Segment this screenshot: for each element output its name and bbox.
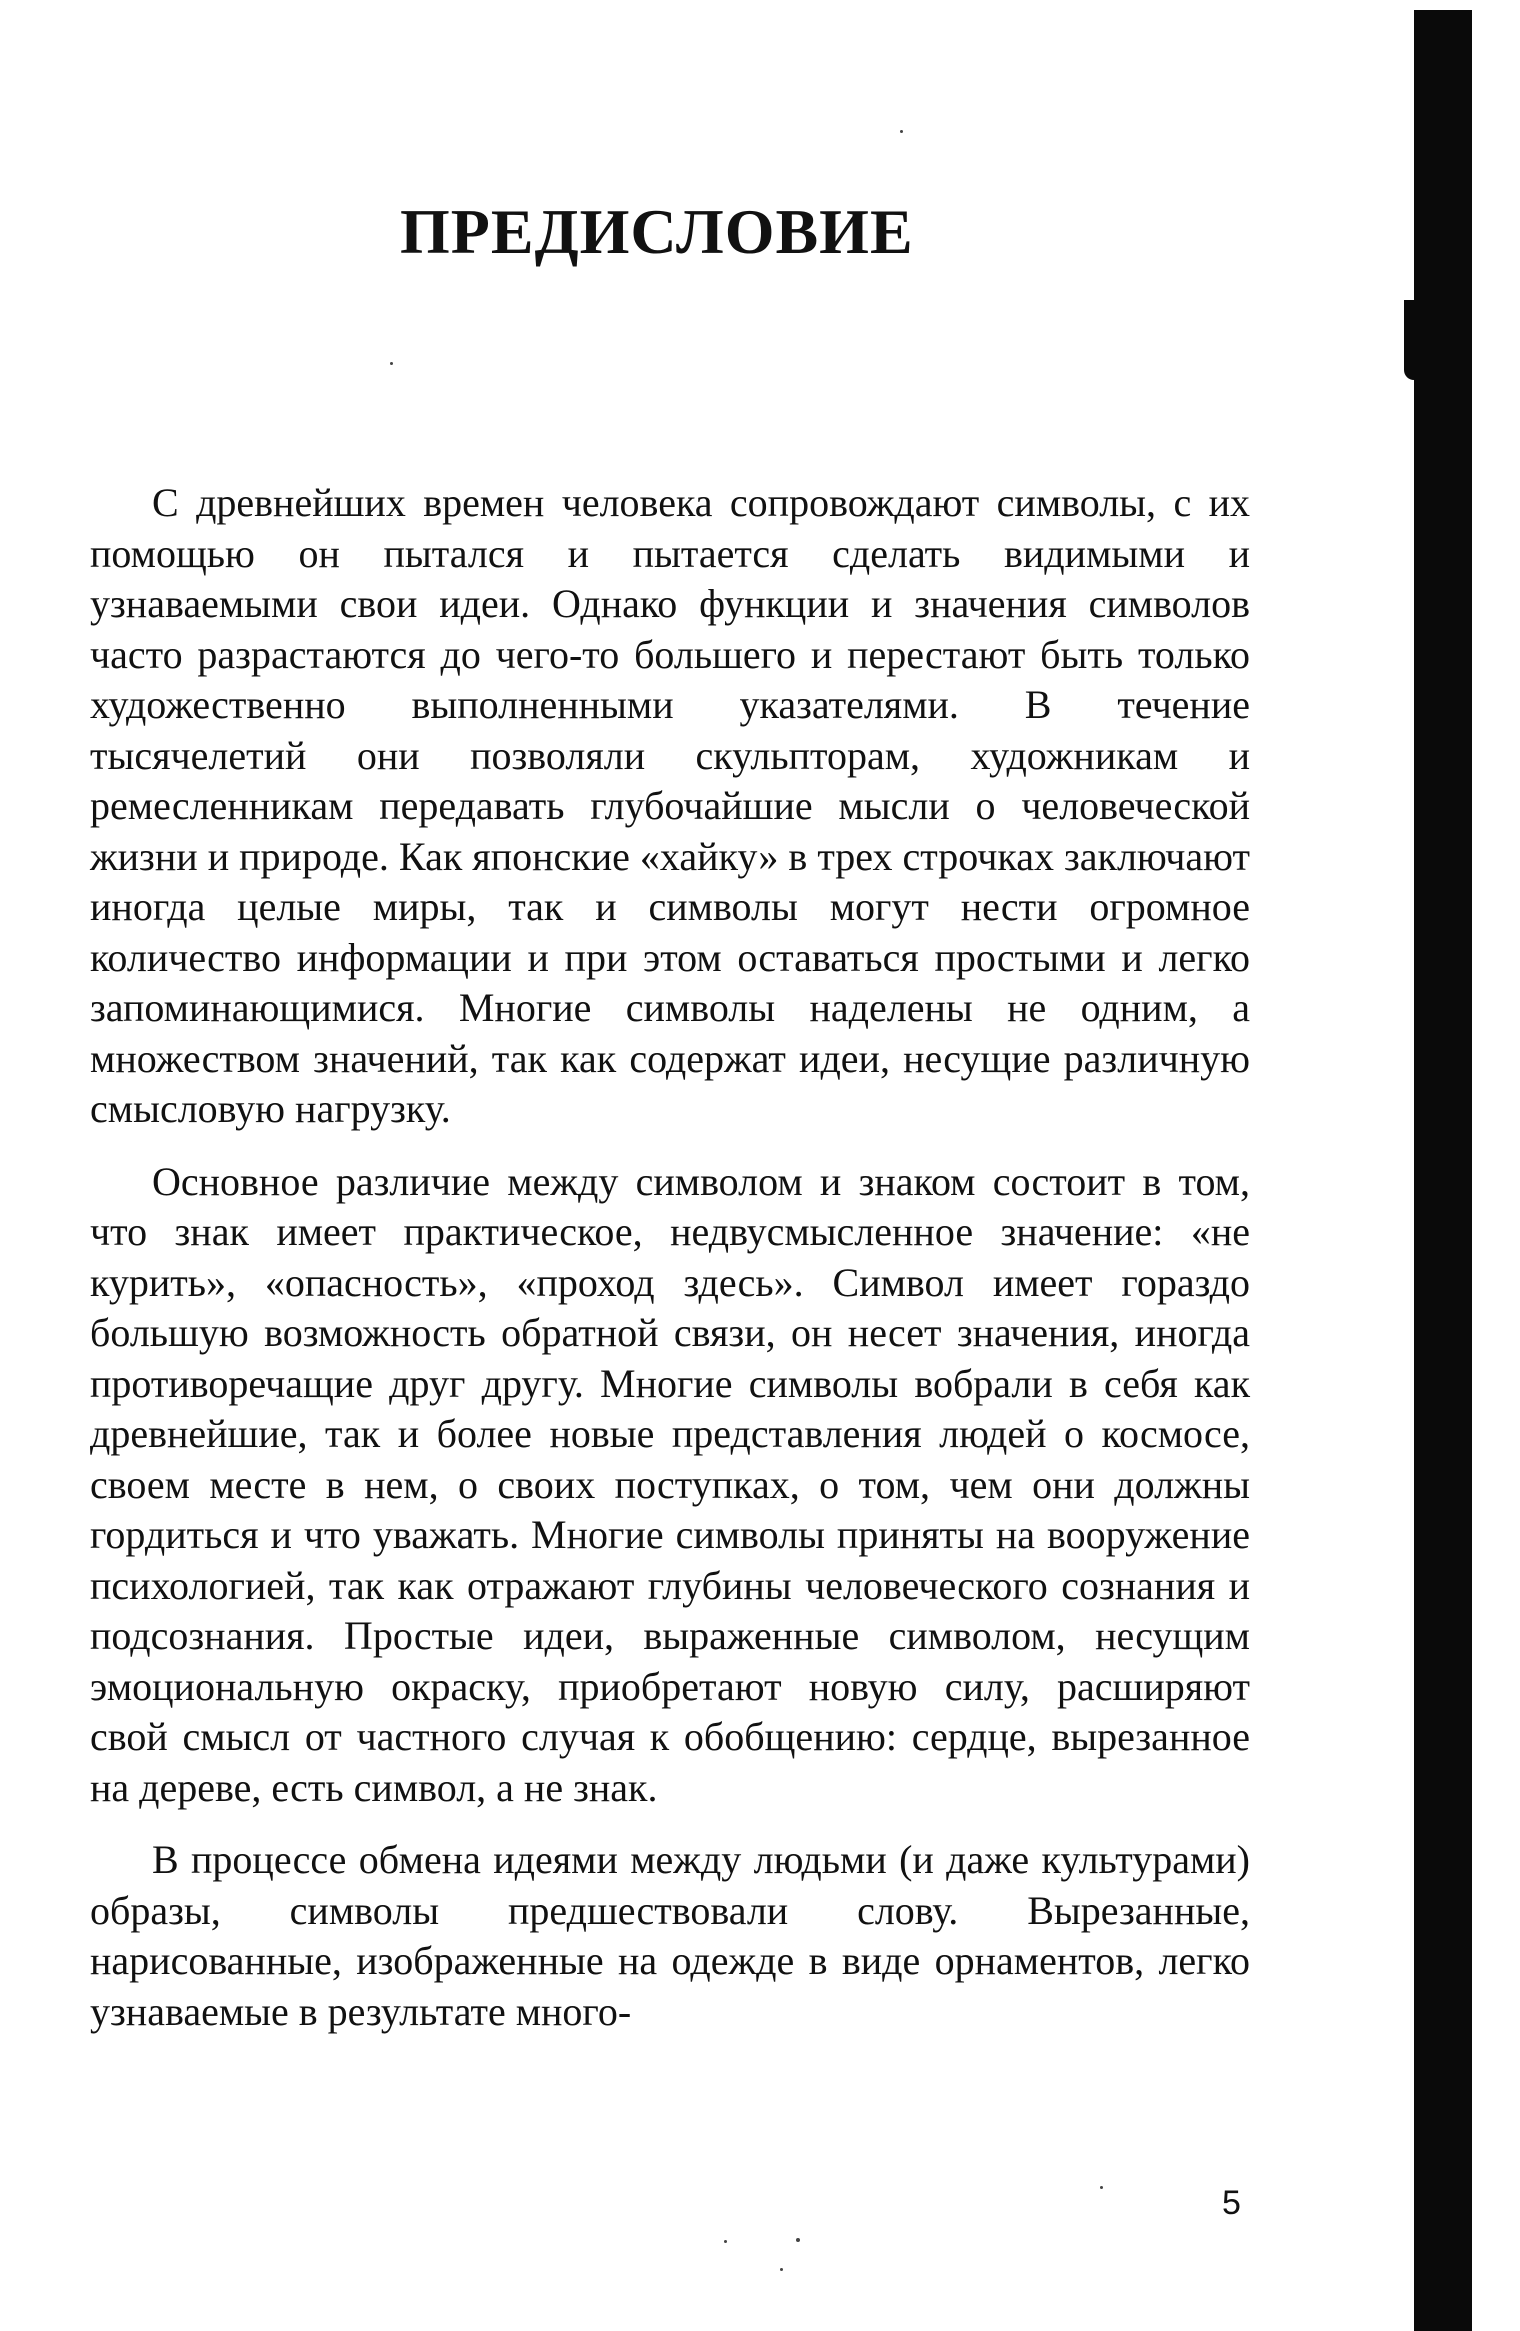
- paragraph-3: В процессе обмена идеями между людьми (и даже культурами) образы, символы предшествовали слову. Вырезанные, нарисованные, изображенные на одежде в виде орнаментов, легко узнаваемые в результате много-: [90, 1837, 1250, 2034]
- scan-speck: [900, 130, 903, 133]
- scan-edge-shadow: [1414, 10, 1472, 2331]
- scan-speck: [724, 2240, 727, 2243]
- body-text: [90, 478, 1250, 2059]
- scan-speck: [390, 362, 393, 365]
- paragraph-2: Основное различие между символом и знаком состоит в том, что знак имеет практическое, недвусмысленное значение: «не курить», «опасность», «проход здесь». Символ имеет гораздо большую возможность обратной связи, он несет значения, иногда противоречащие друг другу. Многие символы вобрали в себя как древнейшие, так и более новые представления людей о космосе, своем месте в нем, о своих поступках, о том, чем они должны гордиться и что уважать. Многие символы приняты на вооружение психологией, так как отражают глубины человеческого сознания и подсознания. Простые идеи, выраженные символом, несущим эмоциональную окраску, приобретают новую силу, расширяют свой смысл от частного случая к обобщению: сердце, вырезанное на дереве, есть символ, а не знак.: [90, 1158, 1250, 1810]
- scan-speck: [1100, 2186, 1103, 2189]
- scan-speck: [780, 2268, 783, 2271]
- scan-speck: [796, 2238, 800, 2242]
- scan-edge-notch: [1404, 300, 1418, 380]
- page-number: 5: [1222, 2184, 1241, 2222]
- paragraph-1: С древнейших времен человека сопровождают символы, с их помощью он пытался и пытается сделать видимыми и узнаваемыми свои идеи. Однако функции и значения символов часто разрастаются до чего-то большего и перестают быть только художественно выполненными указателями. В течение тысячелетий они позволяли скульпторам, художникам и ремесленникам передавать глубочайшие мысли о человеческой жизни и природе. Как японские «хайку» в трех строчках заключают иногда целые миры, так и символы могут нести огромное количество информации и при этом оставаться простыми и легко запоминающимися. Многие символы наделены не одним, а множеством значений, так как содержат идеи, несущие различную смысловую нагрузку.: [90, 480, 1250, 1131]
- page-title: ПРЕДИСЛОВИЕ: [400, 196, 914, 267]
